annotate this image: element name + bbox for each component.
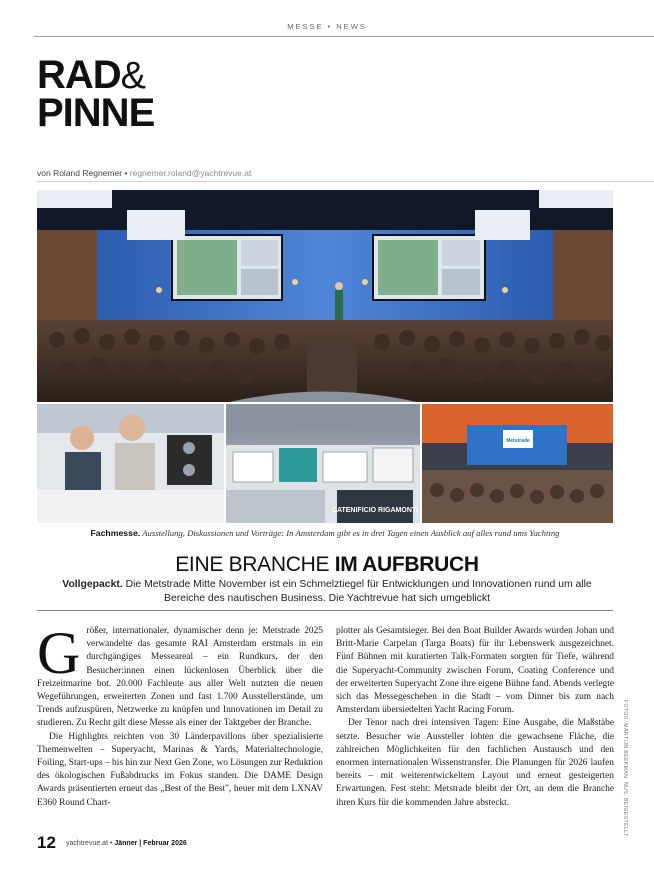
col2-paragraph-2: Der Tenor nach drei intensiven Tagen: Eine Ausgabe, die Maßstäbe setzte. Besucher wie Aussteller lobten die gewachsene Fläche, die zahlreichen Möglichkeiten für den fachlichen Austausch und den enormen internationalen Wissenstransfer. Die Planungen für 2026 laufen bereits – mit weiterentwickeltem Layout und erneut gesteigerten Erwartungen. Fest steht: Metstrade bleibt der Ort, an dem die Branche ihren Kurs für die kommenden Jahre absteckt.: [336, 718, 614, 808]
masthead-ampersand: &: [120, 55, 147, 97]
body-column-2: [336, 625, 614, 810]
photo-collage: [37, 190, 613, 523]
stage-screen-label: Metstrade: [506, 438, 530, 444]
booth-sign: CATENIFICIO RIGAMONTI: [331, 507, 419, 514]
masthead-rad: RAD: [37, 53, 121, 97]
masthead-line2: PINNE: [37, 91, 155, 135]
exhibition-hall-photo: [225, 392, 421, 524]
lede-label: Vollgepackt.: [62, 579, 123, 590]
top-rule: [34, 36, 654, 37]
headline-bold: IM AUFBRUCH: [334, 553, 479, 576]
caption-text: Ausstellung, Diskussionen und Vorträge: In Amsterdam gibt es in drei Tagen einen Ausblick auf alles rund ums Yachting: [140, 528, 560, 538]
forum-stage-photo: [421, 403, 613, 523]
byline-rule: [37, 181, 654, 182]
col1-paragraph-1: rößer, internationaler, dynamischer denn je: Metstrade 2025 verwandelte das gesamte RAI Amsterdam erstmals in ein durchgängiges Messeareal – ein Rundkurs, der den Besucher:innen einen lückenlosen Überblick über die Freizeitmarine bot. 20.000 Fachleute aus aller Welt nutzten die neuen Wegeführungen, erweiterten Zonen und fast 1.700 Ausstellerstände, um Trends aufzuspüren, Netzwerke zu knüpfen und Innovationen im Detail zu studieren. Zu Recht gilt diese Messe als einer der Taktgeber der Branche.: [37, 626, 323, 729]
dropcap: G: [37, 620, 81, 686]
byline-email[interactable]: regnemer.roland@yachtrevue.at: [129, 168, 252, 178]
exhibitor-photo: [37, 403, 225, 523]
conference-hall-photo: [37, 190, 613, 403]
lede-rule: [37, 610, 613, 611]
masthead-line1: [37, 55, 146, 95]
article-headline: [37, 553, 617, 577]
byline: [37, 168, 251, 178]
byline-separator: •: [122, 168, 130, 178]
footer-info: [66, 840, 187, 847]
page-number: 12: [37, 833, 56, 852]
section-tag: MESSE • NEWS: [287, 22, 367, 31]
lede-text: Die Metstrade Mitte November ist ein Schmelztiegel für Entwicklungen und Innovationen rund um alle Bereiche des nautischen Business. Die Yachtrevue hat sich umgeblickt: [122, 579, 592, 604]
byline-author: von Roland Regnemer: [37, 168, 123, 178]
caption-label: Fachmesse.: [90, 528, 141, 538]
col2-paragraph-1: plotter als Gesamtsieger. Bei den Boat Builder Awards wurden Johan und Britt-Marie Carpelan (Targa Boats) für ihr Lebenswerk ausgezeichnet. Fünf Bühnen mit kuratierten Talk-Formaten sorgten für Tiefe, während die Superyacht-Community zwischen Forum, Coating Conference und der erweiterten Superyacht Zone ihre eigene Bühne fand. Abends verlegte sich das Messegeschehen in die Stadt – vom Dinner bis zum nach Amsterdam übersiedelten Yacht Racing Forum.: [336, 626, 614, 716]
photo-caption: [37, 528, 613, 538]
article-lede: [50, 578, 604, 606]
body-column-1: [37, 620, 323, 810]
footer-issue: Jänner | Februar 2026: [114, 840, 187, 847]
col1-paragraph-2: Die Highlights reichten von 30 Länderpavillons über spezialisierte Themenwelten – Superyacht, Marinas & Yards, Materialtechnologie, Foiling, Start-ups – bis hin zur Next Gen Zone, wo Lösungen zur Reduktion des ökologischen Fußabdrucks im Fokus standen. Die DAME Design Awards präsentierten erneut das „Best of the Best", heuer mit dem LXNAV E360 Round Chart-: [37, 731, 323, 808]
headline-light: EINE BRANCHE: [175, 553, 335, 576]
footer-site: yachtrevue.at •: [66, 840, 115, 847]
photo-credit: FOTOS: MARTIJN BEEKMAN, NUS, BEIGESTELLT: [622, 700, 628, 837]
